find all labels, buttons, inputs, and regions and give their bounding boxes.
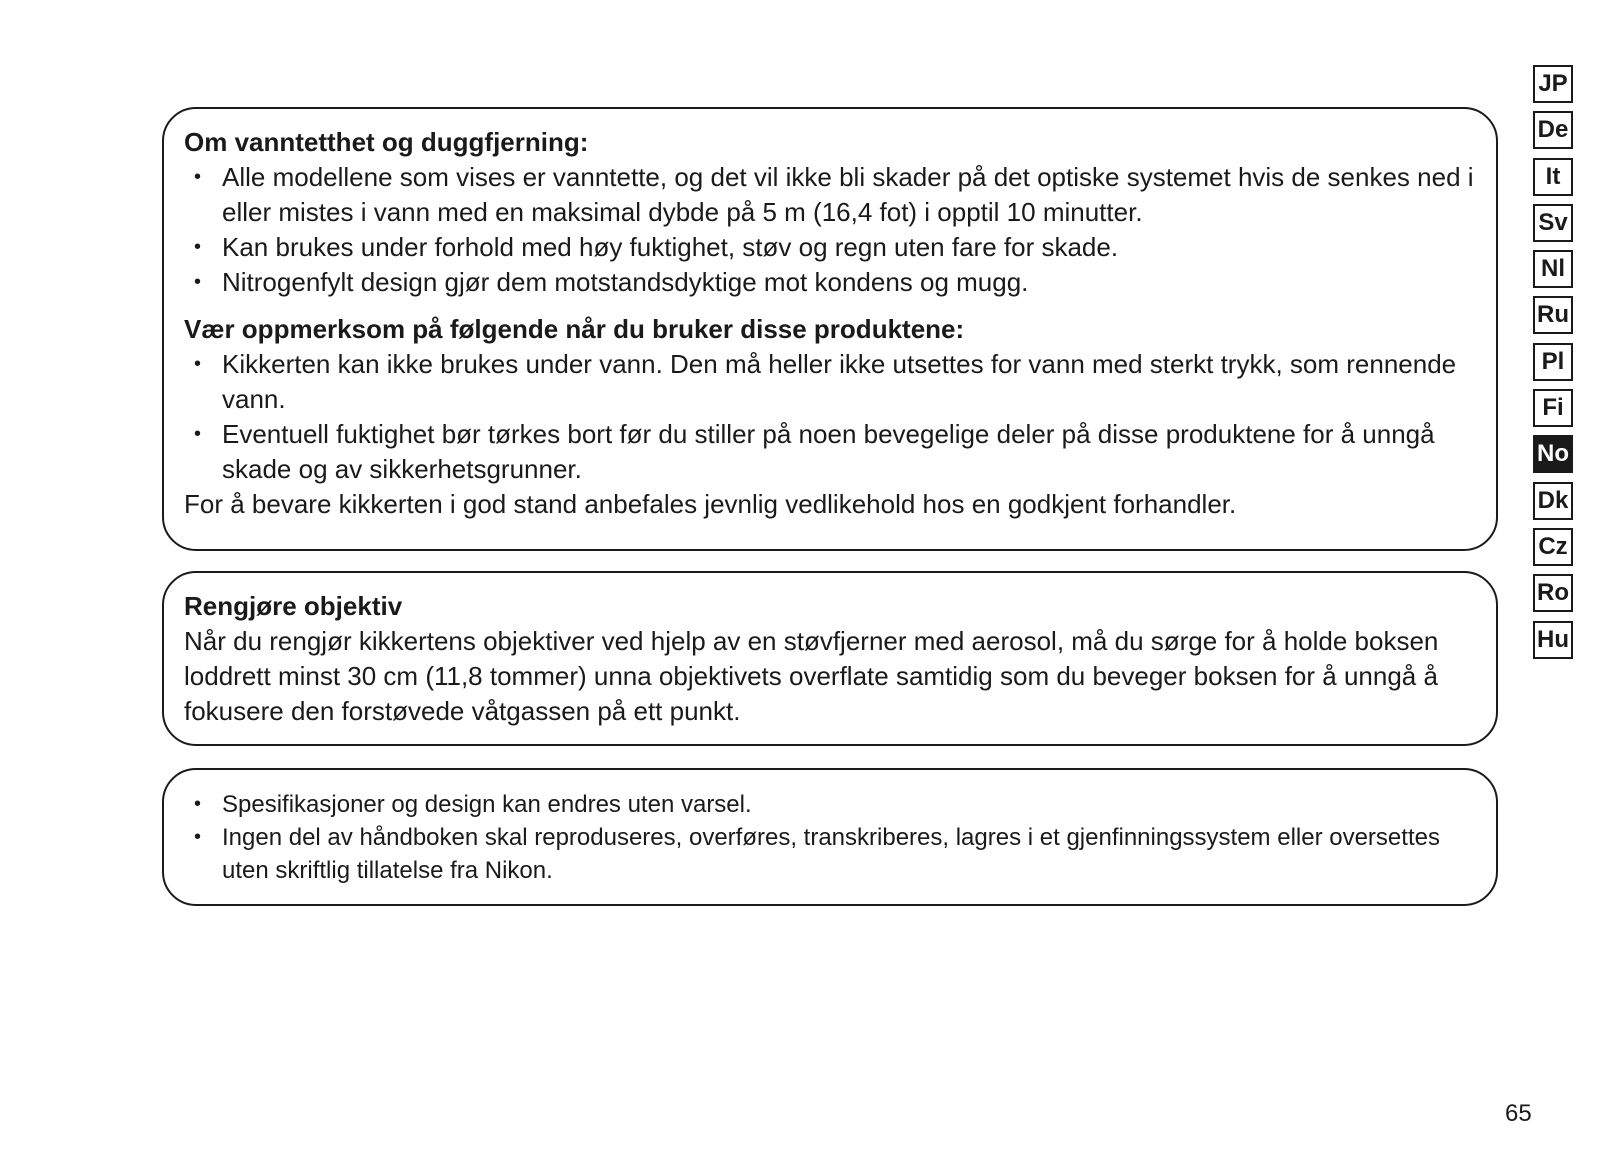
cleaning-heading: Rengjøre objektiv bbox=[184, 591, 403, 621]
tab-no[interactable]: No bbox=[1533, 435, 1573, 473]
list-item: • Kan brukes under forhold med høy fuktighet, støv og regn uten fare for skade. bbox=[184, 230, 1476, 265]
list-item: • Ingen del av håndboken skal reproduseres, overføres, transkriberes, lagres i et gjenfinningssystem eller oversettes uten skriftlig tillatelse fra Nikon. bbox=[184, 821, 1476, 887]
tab-pl[interactable]: Pl bbox=[1533, 343, 1573, 381]
caution-bullet-list bbox=[184, 347, 1476, 487]
tab-cz[interactable]: Cz bbox=[1533, 528, 1573, 566]
tab-it[interactable]: It bbox=[1533, 158, 1573, 196]
tab-hu[interactable]: Hu bbox=[1533, 621, 1573, 659]
tab-ru[interactable]: Ru bbox=[1533, 296, 1573, 334]
maintenance-note: For å bevare kikkerten i god stand anbefales jevnlig vedlikehold hos en godkjent forhandler. bbox=[184, 489, 1237, 519]
notes-section bbox=[162, 768, 1498, 906]
tab-dk[interactable]: Dk bbox=[1533, 482, 1573, 520]
list-item: • Nitrogenfylt design gjør dem motstandsdyktige mot kondens og mugg. bbox=[184, 265, 1476, 300]
language-tabs bbox=[1533, 65, 1573, 667]
cleaning-section bbox=[162, 571, 1498, 746]
list-item: • Kikkerten kan ikke brukes under vann. Den må heller ikke utsettes for vann med sterkt trykk, som rennende vann. bbox=[184, 347, 1476, 417]
waterproof-section bbox=[162, 107, 1498, 551]
tab-sv[interactable]: Sv bbox=[1533, 204, 1573, 242]
list-item: • Alle modellene som vises er vanntette, og det vil ikke bli skader på det optiske systemet hvis de senkes ned i eller mistes i vann med en maksimal dybde på 5 m (16,4 fot) i opptil 10 minutter. bbox=[184, 160, 1476, 230]
waterproof-bullet-list bbox=[184, 160, 1476, 300]
tab-jp[interactable]: JP bbox=[1533, 65, 1573, 103]
tab-fi[interactable]: Fi bbox=[1533, 389, 1573, 427]
caution-heading: Vær oppmerksom på følgende når du bruker disse produktene: bbox=[184, 314, 965, 344]
cleaning-text: Når du rengjør kikkertens objektiver ved hjelp av en støvfjerner med aerosol, må du sørge for å holde boksen loddrett minst 30 cm (11,8 tommer) unna objektivets overflate samtidig som du beveger boksen for å unngå å fokusere den forstøvede våtgassen på ett punkt. bbox=[184, 626, 1439, 726]
tab-ro[interactable]: Ro bbox=[1533, 574, 1573, 612]
list-item: • Spesifikasjoner og design kan endres uten varsel. bbox=[184, 788, 1476, 821]
page-number: 65 bbox=[1505, 1100, 1532, 1127]
notes-bullet-list bbox=[184, 788, 1476, 887]
waterproof-heading: Om vanntetthet og duggfjerning: bbox=[184, 127, 589, 157]
tab-nl[interactable]: Nl bbox=[1533, 250, 1573, 288]
tab-de[interactable]: De bbox=[1533, 111, 1573, 149]
list-item: • Eventuell fuktighet bør tørkes bort før du stiller på noen bevegelige deler på disse produktene for å unngå skade og av sikkerhetsgrunner. bbox=[184, 417, 1476, 487]
